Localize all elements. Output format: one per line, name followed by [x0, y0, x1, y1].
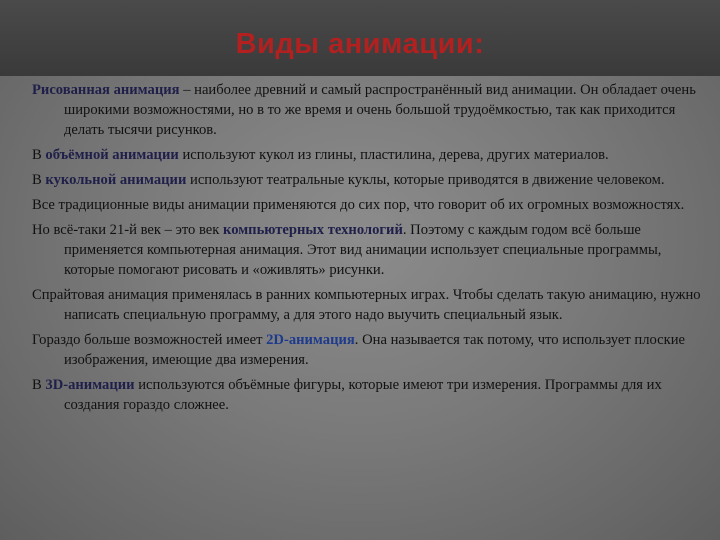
paragraph-computer-technologies — [32, 220, 708, 280]
term-drawn-animation: Рисованная анимация — [32, 82, 180, 98]
paragraph-traditional: Все традиционные виды анимации применяются до сих пор, что говорит об их огромных возможностях. — [32, 197, 685, 213]
paragraph-drawn-animation — [32, 80, 708, 140]
paragraph-text: используют театральные куклы, которые приводятся в движение человеком. — [186, 172, 665, 188]
paragraph-text: – наиболее древний и самый распространённый вид анимации. Он обладает очень широкими возможностями, но в то же время и очень большой трудоёмкостью, так как приходится делать тысячи рисунков. — [64, 82, 696, 138]
paragraph-volumetric-animation — [32, 145, 708, 165]
paragraph-text: В — [32, 172, 46, 188]
paragraph-text: . Она называется так потому, что использует плоские изображения, имеющие два измерения. — [64, 332, 686, 368]
term-puppet-animation: кукольной анимации — [45, 172, 187, 188]
slide-title: Виды анимации: — [235, 28, 485, 60]
paragraph-text: Но всё-таки 21-й век – это век — [32, 222, 223, 238]
paragraph-2d-animation — [32, 330, 708, 370]
paragraph-text: Гораздо больше возможностей имеет — [32, 332, 267, 348]
paragraph-sprite-animation: Спрайтовая анимация применялась в ранних компьютерных играх. Чтобы сделать такую анимацию, нужно написать специальную программу, а для этого надо выучить специальный язык. — [32, 287, 701, 323]
slide-content — [32, 80, 708, 420]
term-computer-technologies: компьютерных технологий — [222, 222, 403, 238]
paragraph-text: . Поэтому с каждым годом всё больше применяется компьютерная анимация. Этот вид анимации использует специальные программы, которые помогают рисовать и «оживлять» рисунки. — [64, 222, 662, 278]
term-volumetric-animation: объёмной анимации — [45, 147, 179, 163]
paragraph-text: используются объёмные фигуры, которые имеют три измерения. Программы для их создания гораздо сложнее. — [64, 377, 662, 413]
paragraph-text: В — [32, 147, 46, 163]
paragraph-3d-animation — [32, 375, 708, 415]
paragraph-text: используют кукол из глины, пластилина, дерева, других материалов. — [178, 147, 609, 163]
paragraph-text: В — [32, 377, 46, 393]
term-3d-animation: 3D-анимации — [45, 377, 135, 393]
term-2d-animation: 2D-анимация — [266, 332, 355, 348]
paragraph-puppet-animation — [32, 170, 708, 190]
